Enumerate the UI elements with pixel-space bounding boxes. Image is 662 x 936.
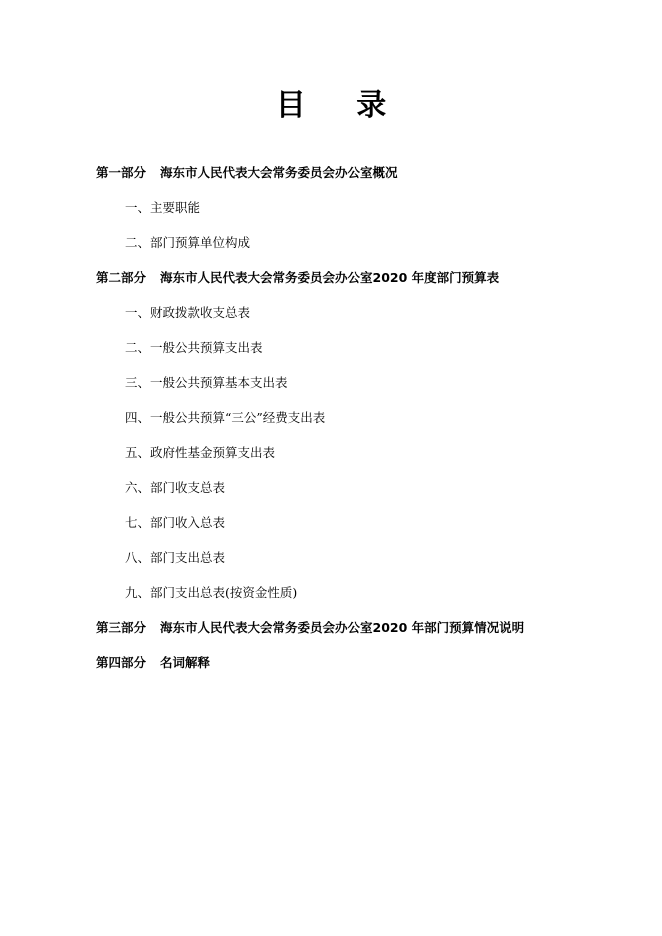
toc-item-2-4[interactable]: 四、一般公共预算“三公”经费支出表	[125, 410, 326, 425]
toc-part-4[interactable]	[96, 653, 210, 673]
toc-item-1-2[interactable]: 二、部门预算单位构成	[125, 235, 251, 250]
toc-item-2-1[interactable]: 一、财政拨款收支总表	[125, 305, 251, 320]
part-number: 第四部分	[96, 655, 147, 670]
toc-item-2-6[interactable]: 六、部门收支总表	[125, 480, 226, 495]
toc-item-2-8[interactable]: 八、部门支出总表	[125, 550, 226, 565]
part-number: 第三部分	[96, 620, 147, 635]
toc-part-3[interactable]	[96, 618, 524, 638]
toc-part-1[interactable]	[96, 163, 398, 183]
part-title: 海东市人民代表大会常务委员会办公室概况	[160, 165, 398, 180]
part-title: 名词解释	[160, 655, 211, 670]
toc-item-2-7[interactable]: 七、部门收入总表	[125, 515, 226, 530]
toc-item-2-2[interactable]: 二、一般公共预算支出表	[125, 340, 263, 355]
toc-part-2[interactable]	[96, 268, 499, 288]
part-title: 海东市人民代表大会常务委员会办公室2020 年度部门预算表	[160, 270, 500, 285]
toc-item-2-9[interactable]: 九、部门支出总表(按资金性质)	[125, 585, 298, 600]
toc-item-1-1[interactable]: 一、主要职能	[125, 200, 201, 215]
part-number: 第一部分	[96, 165, 147, 180]
toc-item-2-5[interactable]: 五、政府性基金预算支出表	[125, 445, 276, 460]
page-title: 目 录	[275, 88, 407, 123]
toc-item-2-3[interactable]: 三、一般公共预算基本支出表	[125, 375, 288, 390]
part-number: 第二部分	[96, 270, 147, 285]
part-title: 海东市人民代表大会常务委员会办公室2020 年部门预算情况说明	[160, 620, 525, 635]
